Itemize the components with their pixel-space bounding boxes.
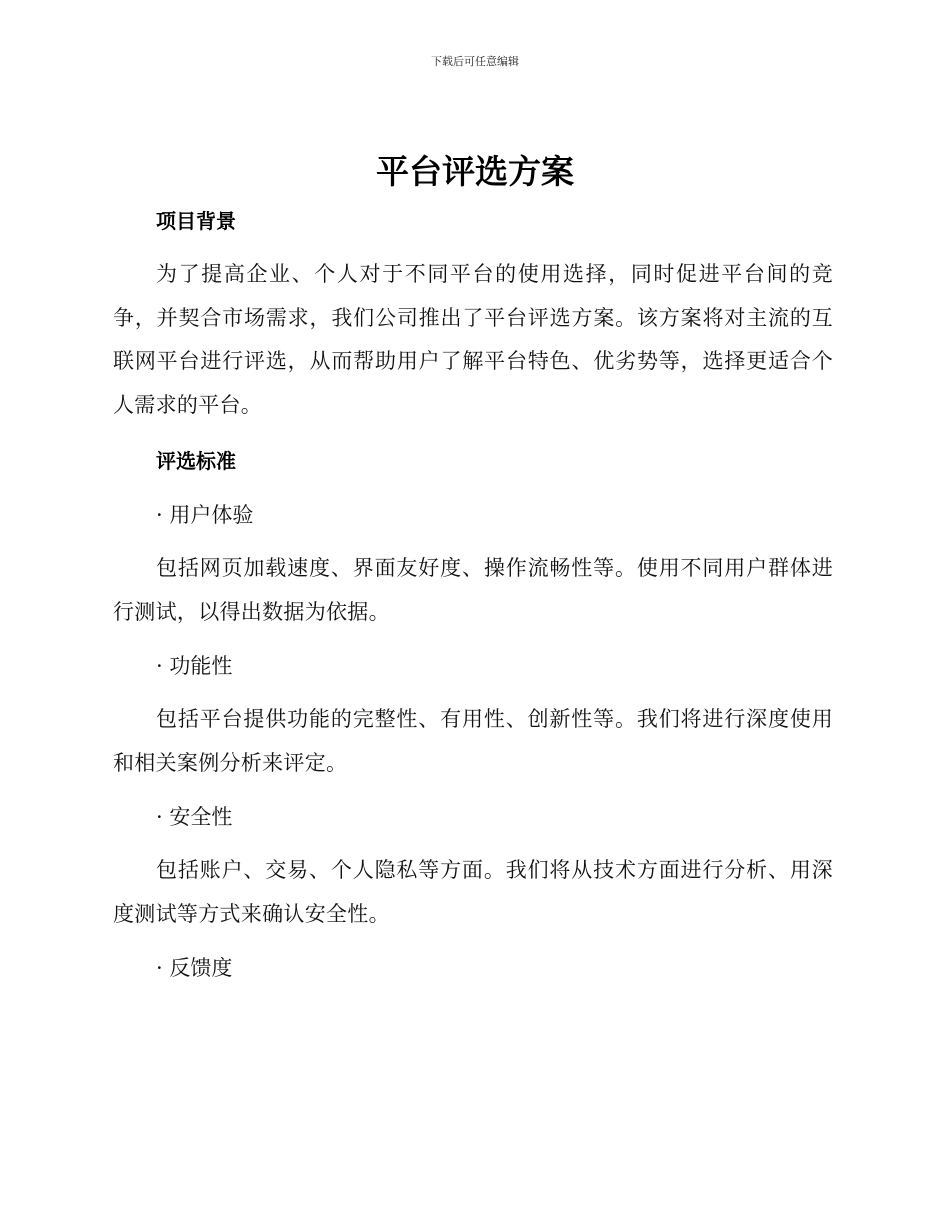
criterion-label-user-experience: · 用户体验 [156, 503, 254, 527]
criterion-label-functionality: · 功能性 [156, 654, 233, 678]
criterion-description-functionality: 包括平台提供功能的完整性、有用性、创新性等。我们将进行深度使用和相关案例分析来评定。 [113, 707, 833, 775]
document-title: 平台评选方案 [376, 152, 574, 191]
criterion-label-security: · 安全性 [156, 805, 233, 829]
criterion-label-feedback: · 反馈度 [156, 956, 233, 980]
document-body [113, 199, 833, 990]
page-header-note: 下载后可任意编辑 [431, 55, 519, 68]
section-heading-criteria: 评选标准 [156, 449, 236, 473]
background-paragraph: 为了提高企业、个人对于不同平台的使用选择，同时促进平台间的竞争，并契合市场需求，我们公司推出了平台评选方案。该方案将对主流的互联网平台进行评选，从而帮助用户了解平台特色、优劣势等，选择更适合个人需求的平台。 [113, 262, 833, 417]
section-heading-background: 项目背景 [156, 209, 236, 233]
criterion-description-user-experience: 包括网页加载速度、界面友好度、操作流畅性等。使用不同用户群体进行测试，以得出数据为依据。 [113, 556, 833, 624]
criterion-description-security: 包括账户、交易、个人隐私等方面。我们将从技术方面进行分析、用深度测试等方式来确认安全性。 [113, 858, 833, 926]
